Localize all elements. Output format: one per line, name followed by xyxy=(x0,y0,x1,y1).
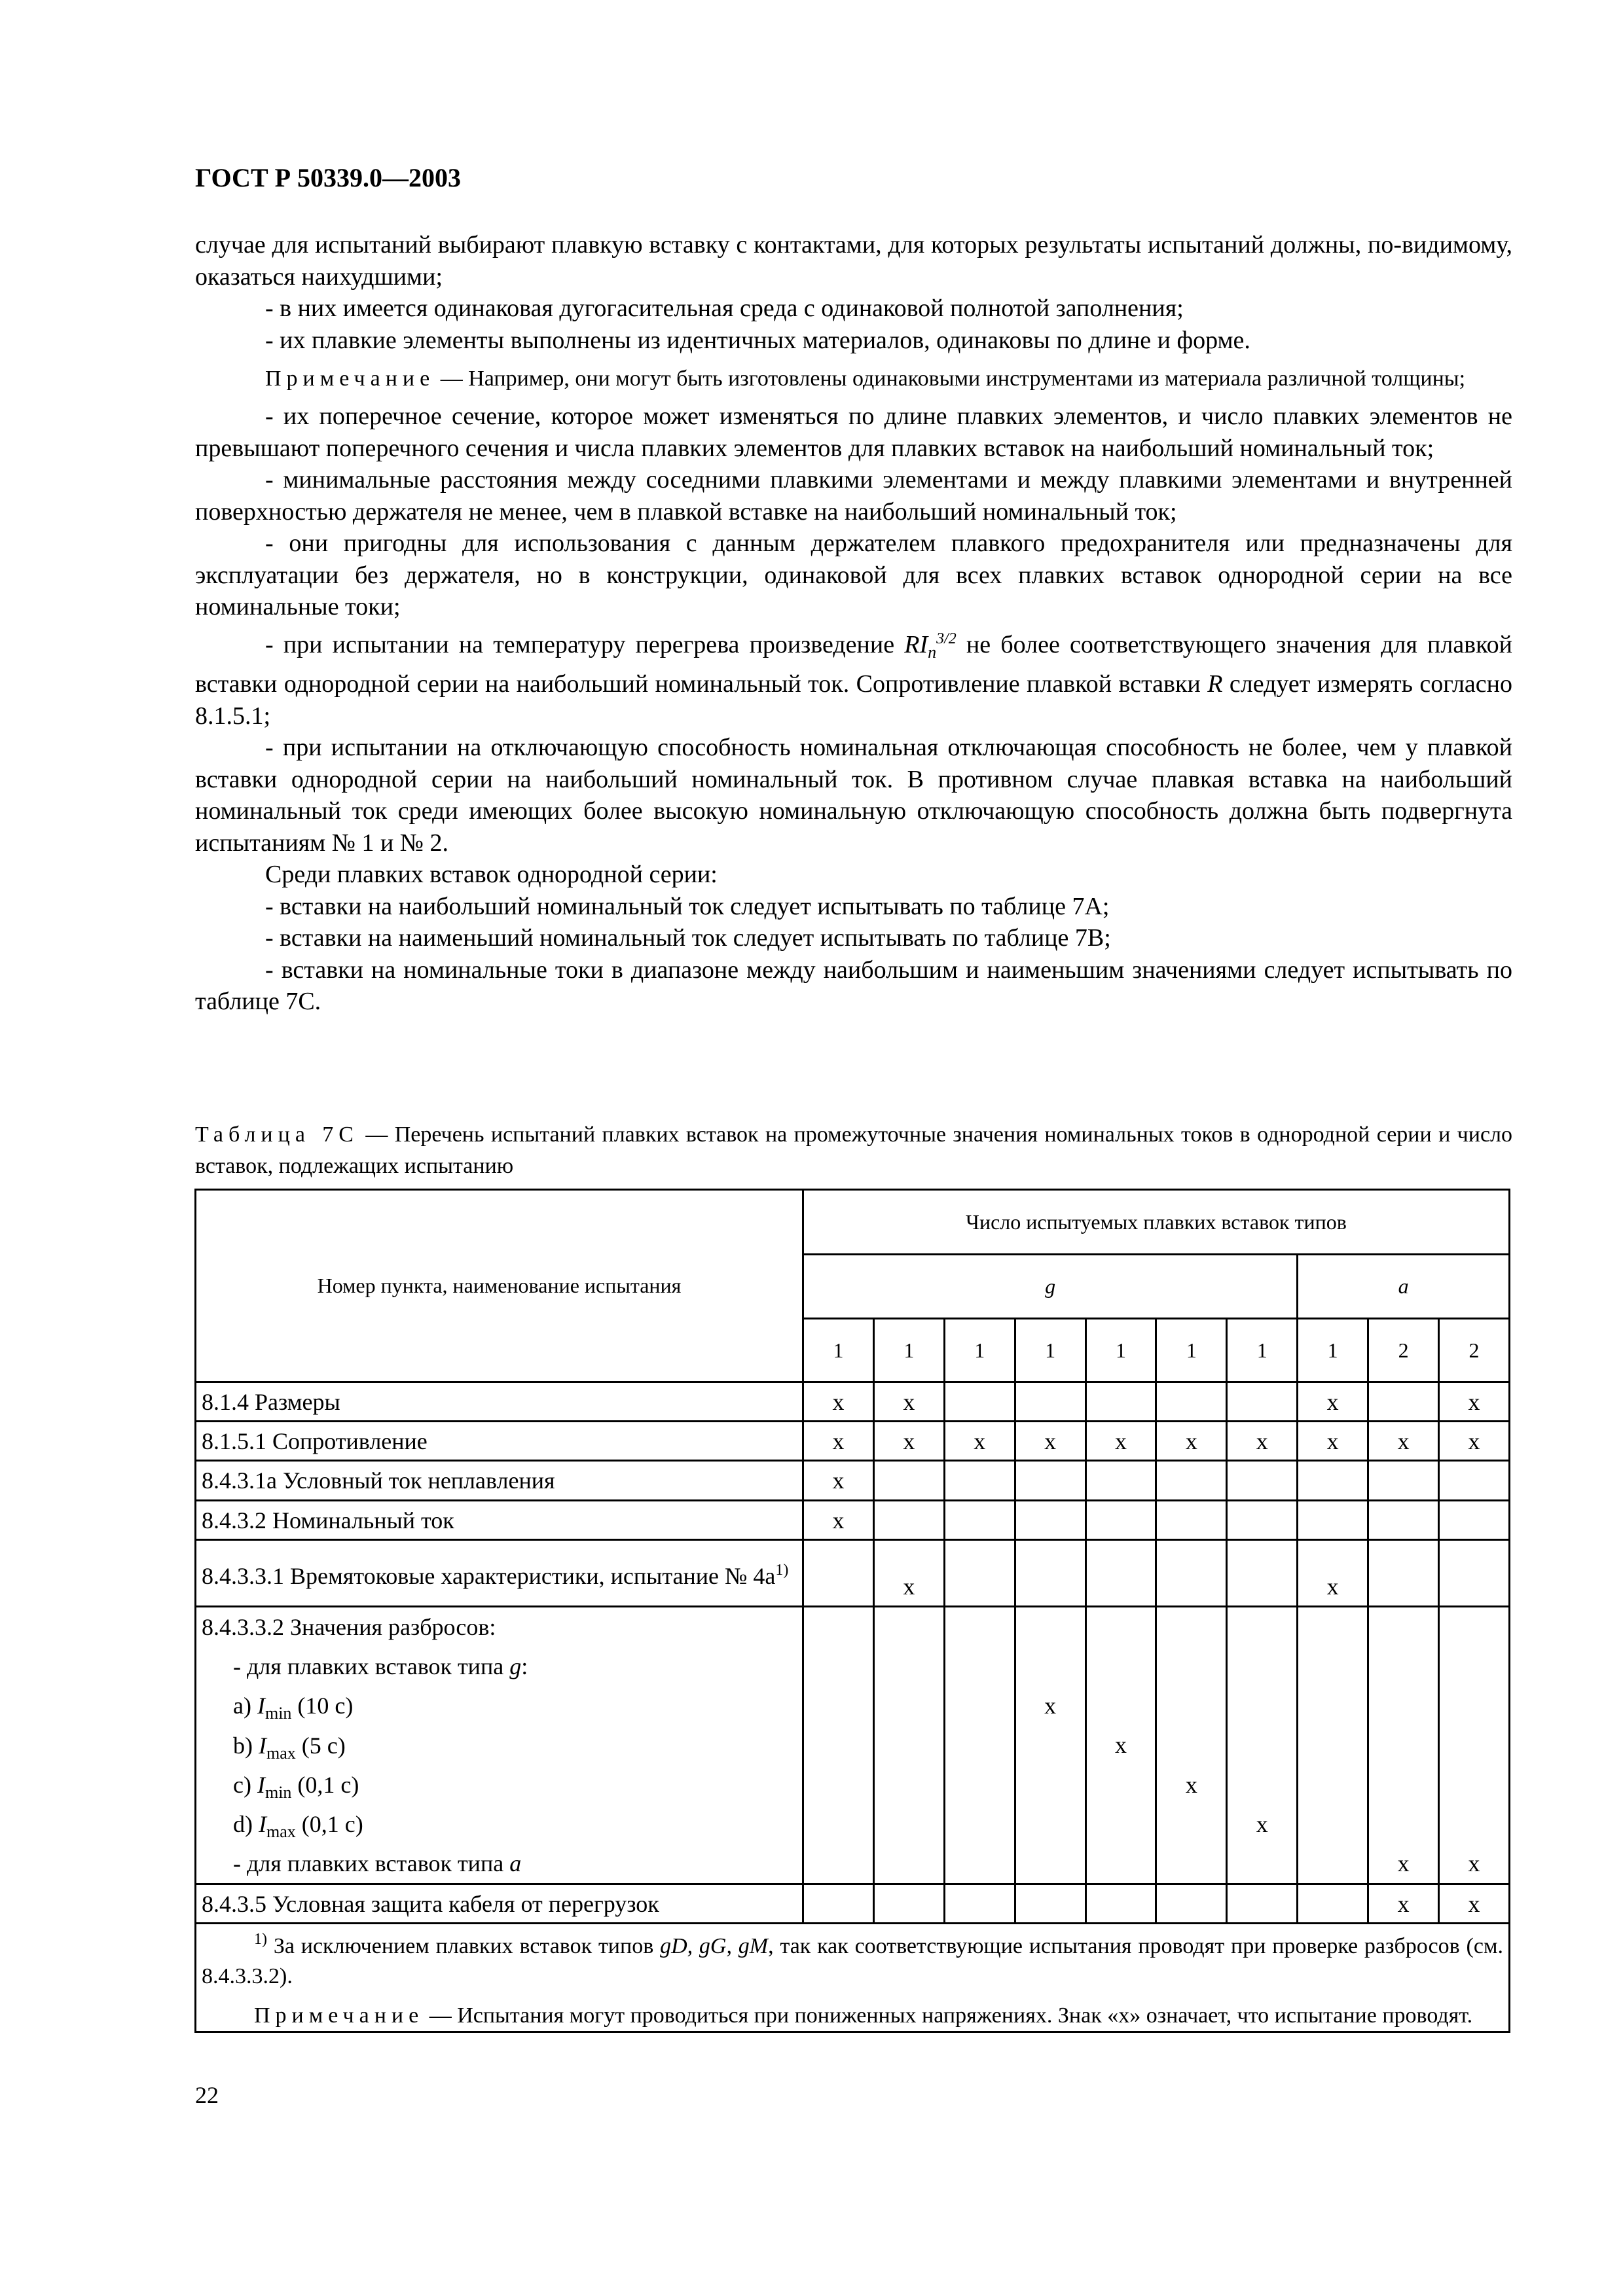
paragraph: Среди плавких вставок однородной серии: xyxy=(265,861,718,888)
test-name: 8.4.3.3.1 Времятоковые характеристики, испытание № $4а^{1)}$ xyxy=(196,1540,803,1607)
mark-cell: x xyxy=(873,1540,944,1607)
mark-cell xyxy=(1298,1607,1368,1884)
header-count: 1 xyxy=(1015,1319,1085,1382)
mark-cell xyxy=(944,1607,1015,1884)
mark-cell xyxy=(1085,1382,1156,1422)
mark-cell xyxy=(1156,1540,1227,1607)
mark-cell: x xyxy=(1439,1382,1510,1422)
mark-cell: x xyxy=(1085,1422,1156,1461)
mark-cell: x xyxy=(1368,1422,1439,1461)
list-item: - их поперечное сечение, которое может изменяться по длине плавких элементов, и число плавких элементов не превышают поперечного сечения и числа плавких элементов для плавких вставок на наибольший номинальный ток; xyxy=(195,403,1512,462)
header-type-a: a xyxy=(1298,1255,1510,1319)
mark-cell: x xyxy=(1439,1607,1510,1884)
header-count: 1 xyxy=(873,1319,944,1382)
table-row xyxy=(196,1607,1510,1884)
test-name: 8.4.3.1а Условный ток неплавления xyxy=(196,1461,803,1501)
table-row xyxy=(196,1540,1510,1607)
sub-item: - для плавких вставок типа g: xyxy=(233,1653,528,1680)
mark-cell xyxy=(873,1607,944,1884)
mark-cell xyxy=(873,1461,944,1501)
mark-cell xyxy=(944,1461,1015,1501)
document-header: ГОСТ Р 50339.0—2003 xyxy=(195,163,462,192)
mark-cell: x xyxy=(1227,1607,1298,1884)
mark-cell xyxy=(1156,1501,1227,1540)
mark-cell: x xyxy=(1298,1382,1368,1422)
note-text: — Например, они могут быть изготовлены одинаковыми инструментами из материала различной толщины; xyxy=(435,367,1466,391)
header-count: 1 xyxy=(944,1319,1015,1382)
mark-cell xyxy=(944,1884,1015,1924)
mark-cell: x xyxy=(1368,1607,1439,1884)
mark-cell: x xyxy=(803,1461,874,1501)
note-label: Примечание xyxy=(265,367,435,391)
mark-cell xyxy=(1015,1461,1085,1501)
test-name: 8.4.3.5 Условная защита кабеля от перегрузок xyxy=(196,1884,803,1924)
mark-cell xyxy=(1085,1884,1156,1924)
mark-cell xyxy=(1227,1382,1298,1422)
mark-cell xyxy=(1368,1461,1439,1501)
footnote: $^{1)}$ За исключением плавких вставок типов gD, gG, gM, так как соответствующие испытания проводят при проверке разбросов (см. 8.4.3.3.2). xyxy=(202,1931,1503,1989)
header-count: 2 xyxy=(1368,1319,1439,1382)
list-item: - вставки на наименьший номинальный ток следует испытывать по таблице 7В; xyxy=(265,924,1111,952)
header-type-g: g xyxy=(803,1255,1298,1319)
mark-cell xyxy=(1439,1461,1510,1501)
caption-text: — Перечень испытаний плавких вставок на промежуточные значения номинальных токов в однородной серии и число вставок, подлежащих испытанию xyxy=(195,1122,1512,1178)
header-test-name: Номер пункта, наименование испытания xyxy=(196,1190,803,1382)
table-row xyxy=(196,1884,1510,1924)
sub-item: c) $I_{min}$ (0,1 с) xyxy=(233,1771,359,1802)
mark-cell: x xyxy=(1439,1884,1510,1924)
list-item: - при испытании на температуру перегрева произведение $RI_n^{3/2}$ не более соответствующего значения для плавкой вставки однородной серии на наибольший номинальный ток. Сопротивление плавкой вставки R следует измерять согласно 8.1.5.1; xyxy=(195,630,1512,730)
mark-cell xyxy=(1015,1540,1085,1607)
mark-cell xyxy=(803,1607,874,1884)
mark-cell: x xyxy=(1156,1607,1227,1884)
test-name: 8.4.3.3.2 Значения разбросов: - для плавких вставок типа g: a) $I_{min}$ (10 с) b) $I_{max}$ (5 с) c) $I_{min}$ (0,1 с) d) $I_{max}$ (0,1 с) - для плавких вставок типа a xyxy=(196,1607,803,1884)
sub-item: a) $I_{min}$ (10 с) xyxy=(233,1693,354,1723)
list-item: - при испытании на отключающую способность номинальная отключающая способность не более, чем у плавкой вставки однородной серии на наибольший номинальный ток. В противном случае плавкая вставка на наибольший номинальный ток среди имеющих более высокую номинальную отключающую способность должна быть подвергнута испытаниям № 1 и № 2. xyxy=(195,734,1512,857)
mark-cell xyxy=(1015,1382,1085,1422)
sub-item: - для плавких вставок типа a xyxy=(233,1850,522,1877)
paragraph: случае для испытаний выбирают плавкую вставку с контактами, для которых результаты испытаний должны, по-видимому, оказаться наихудшими; xyxy=(195,231,1512,291)
list-item: - вставки на номинальные токи в диапазоне между наибольшим и наименьшим значениями следует испытывать по таблице 7С. xyxy=(195,956,1512,1015)
table-row xyxy=(196,1501,1510,1540)
mark-cell xyxy=(1085,1540,1156,1607)
mark-cell: x xyxy=(1298,1422,1368,1461)
mark-cell xyxy=(1085,1501,1156,1540)
mark-cell xyxy=(1298,1461,1368,1501)
mark-cell: x xyxy=(1439,1422,1510,1461)
test-name: 8.4.3.2 Номинальный ток xyxy=(196,1501,803,1540)
header-group: Число испытуемых плавких вставок типов xyxy=(803,1190,1510,1255)
header-count: 1 xyxy=(1227,1319,1298,1382)
table-note: Примечание — Испытания могут проводиться при пониженных напряжениях. Знак «х» означает, что испытание проводят. xyxy=(254,2003,1473,2028)
mark-cell: x xyxy=(1156,1422,1227,1461)
test-name: 8.1.5.1 Сопротивление xyxy=(196,1422,803,1461)
mark-cell: x xyxy=(873,1422,944,1461)
header-count: 2 xyxy=(1439,1319,1510,1382)
header-count: 1 xyxy=(1085,1319,1156,1382)
mark-cell xyxy=(1368,1501,1439,1540)
mark-cell xyxy=(1227,1884,1298,1924)
table-row xyxy=(196,1461,1510,1501)
mark-cell xyxy=(1156,1461,1227,1501)
table-row xyxy=(196,1382,1510,1422)
mark-cell: x xyxy=(873,1382,944,1422)
mark-cell xyxy=(944,1540,1015,1607)
mark-cell xyxy=(873,1884,944,1924)
mark-cell xyxy=(1227,1540,1298,1607)
caption-label: Таблица 7С xyxy=(195,1122,359,1147)
page-number: 22 xyxy=(195,2082,219,2108)
table-caption xyxy=(195,1119,1512,1182)
list-item: - минимальные расстояния между соседними плавкими элементами и между плавкими элементами и внутренней поверхностью держателя не менее, чем в плавкой вставке на наибольший номинальный ток; xyxy=(195,466,1512,526)
mark-cell xyxy=(944,1501,1015,1540)
sub-item: b) $I_{max}$ (5 с) xyxy=(233,1732,346,1763)
mark-cell xyxy=(1298,1884,1368,1924)
mark-cell: x xyxy=(1298,1540,1368,1607)
table-row xyxy=(196,1422,1510,1461)
sub-item: d) $I_{max}$ (0,1 с) xyxy=(233,1810,363,1841)
mark-cell: x xyxy=(944,1422,1015,1461)
list-item: - их плавкие элементы выполнены из идентичных материалов, одинаковы по длине и форме. xyxy=(265,326,1250,354)
mark-cell xyxy=(1227,1461,1298,1501)
table-footnotes xyxy=(196,1924,1510,2032)
mark-cell xyxy=(1368,1540,1439,1607)
mark-cell xyxy=(873,1501,944,1540)
mark-cell xyxy=(1227,1501,1298,1540)
mark-cell xyxy=(1298,1501,1368,1540)
tests-table xyxy=(194,1189,1510,2033)
mark-cell: x xyxy=(803,1382,874,1422)
mark-cell xyxy=(1156,1884,1227,1924)
mark-cell: x xyxy=(1085,1607,1156,1884)
header-count: 1 xyxy=(803,1319,874,1382)
mark-cell xyxy=(1085,1461,1156,1501)
header-count: 1 xyxy=(1156,1319,1227,1382)
mark-cell xyxy=(1368,1382,1439,1422)
mark-cell: x xyxy=(803,1501,874,1540)
mark-cell xyxy=(944,1382,1015,1422)
mark-cell: x xyxy=(1368,1884,1439,1924)
mark-cell xyxy=(1015,1884,1085,1924)
formula: $RI_n^{3/2}$ xyxy=(904,630,957,662)
header-count: 1 xyxy=(1298,1319,1368,1382)
list-item: - в них имеется одинаковая дугогасительная среда с одинаковой полнотой заполнения; xyxy=(265,295,1184,322)
mark-cell: x xyxy=(1015,1422,1085,1461)
mark-cell xyxy=(1015,1501,1085,1540)
test-name: 8.1.4 Размеры xyxy=(196,1382,803,1422)
mark-cell xyxy=(1439,1501,1510,1540)
mark-cell xyxy=(803,1884,874,1924)
mark-cell xyxy=(1439,1540,1510,1607)
list-item: - они пригодны для использования с данным держателем плавкого предохранителя или предназначены для эксплуатации без держателя, но в конструкции, одинаковой для всех плавких вставок однородной серии на все номинальные токи; xyxy=(195,529,1512,620)
note xyxy=(195,364,1512,394)
mark-cell: x xyxy=(1015,1607,1085,1884)
mark-cell: x xyxy=(1227,1422,1298,1461)
mark-cell: x xyxy=(803,1422,874,1461)
list-item: - вставки на наибольший номинальный ток следует испытывать по таблице 7А; xyxy=(265,892,1110,920)
mark-cell xyxy=(803,1540,874,1607)
body-text xyxy=(195,229,1512,1018)
mark-cell xyxy=(1156,1382,1227,1422)
